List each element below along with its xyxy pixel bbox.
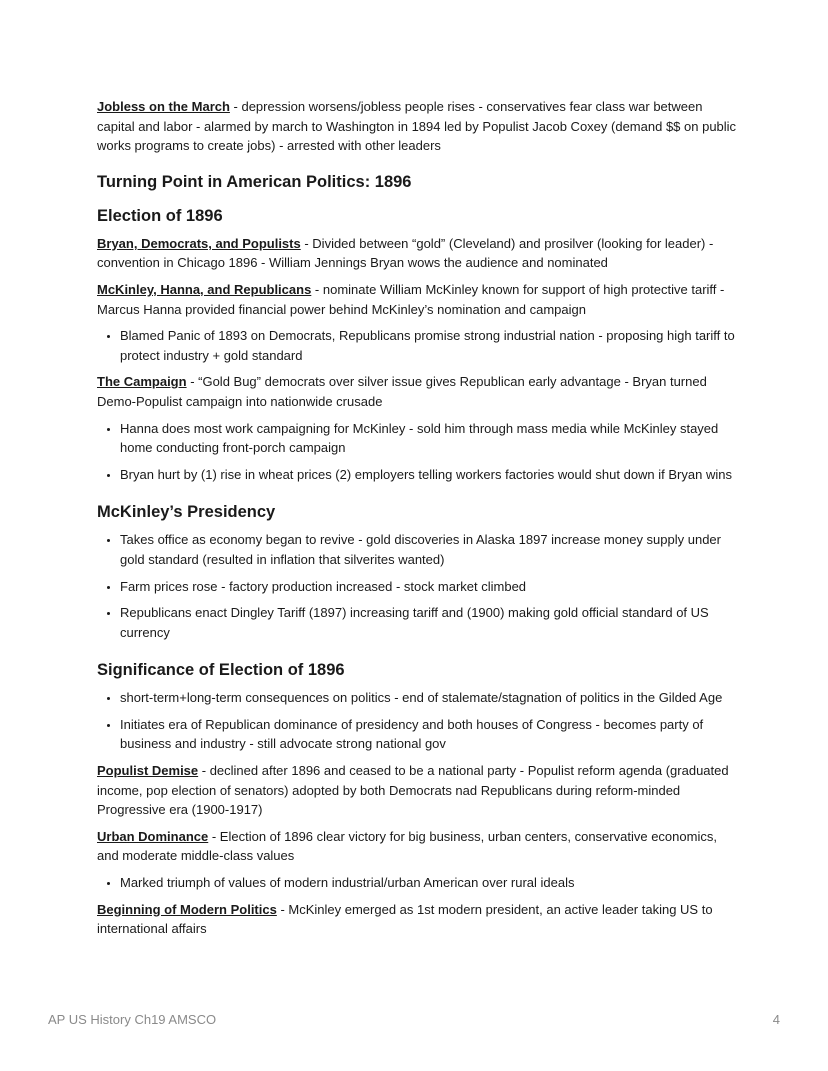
term-modern-politics: Beginning of Modern Politics <box>97 901 277 917</box>
page-number: 4 <box>772 1012 780 1027</box>
presidency-bullets <box>97 530 737 642</box>
list-item: • Initiates era of Republican dominance of presidency and both houses of Congress - becomes party of business and industry - still advocate strong national gov <box>120 715 737 754</box>
campaign-paragraph <box>97 372 737 411</box>
list-item: • Hanna does most work campaigning for McKinley - sold him through mass media while McKinley stayed home conducting front-porch campaign <box>120 419 737 458</box>
mckinley-paragraph <box>97 280 737 319</box>
heading-presidency: McKinley’s Presidency <box>97 503 276 522</box>
list-item: • Blamed Panic of 1893 on Democrats, Republicans promise strong industrial nation - proposing high tariff to protect industry + gold standard <box>120 326 737 365</box>
term-jobless: Jobless on the March <box>97 99 230 114</box>
heading-election-1896: Election of 1896 <box>97 206 223 225</box>
heading-significance: Significance of Election of 1896 <box>97 661 345 680</box>
campaign-text: - “Gold Bug” democrats over silver issue gives Republican early advantage - Bryan turned Demo-Populist campaign into nationwide crusade <box>97 374 707 409</box>
list-item: • Bryan hurt by (1) rise in wheat prices (2) employers telling workers factories would shut down if Bryan wins <box>120 465 737 485</box>
bryan-paragraph <box>97 234 737 273</box>
bryan-text: - Divided between “gold” (Cleveland) and prosilver (looking for leader) - convention in Chicago 1896 - William Jennings Bryan wows the audience and nominated <box>97 235 714 271</box>
list-item: • Marked triumph of values of modern industrial/urban American over rural ideals <box>120 873 737 893</box>
term-populist-demise: Populist Demise <box>97 763 199 779</box>
jobless-text: - depression worsens/jobless people rises - conservatives fear class war between capital and labor - alarmed by march to Washington in 1894 led by Populist Jacob Coxey (demand $$ on public works programs to create jobs) - arrested with other leaders <box>97 99 737 154</box>
term-bryan: Bryan, Democrats, and Populists <box>97 235 301 251</box>
document-body <box>97 97 737 946</box>
heading-turning-point: Turning Point in American Politics: 1896 <box>97 172 412 191</box>
urban-bullets <box>97 873 737 893</box>
jobless-paragraph <box>97 97 737 156</box>
modern-politics-text: - McKinley emerged as 1st modern president, an active leader taking US to international affairs <box>97 901 713 937</box>
populist-demise-text: - declined after 1896 and ceased to be a national party - Populist reform agenda (graduated income, pop election of senators) adopted by both Democrats nad Republicans during reform-minded Progressive era (1900-1917) <box>97 763 729 818</box>
mckinley-text: - nominate William McKinley known for support of high protective tariff - Marcus Hanna provided financial power behind McKinley’s nomination and campaign <box>97 281 725 317</box>
populist-demise-paragraph <box>97 761 737 820</box>
significance-bullets <box>97 688 737 754</box>
term-mckinley: McKinley, Hanna, and Republicans <box>97 281 312 297</box>
urban-paragraph <box>97 827 737 866</box>
footer-title: AP US History Ch19 AMSCO <box>48 1012 217 1027</box>
list-item: • Republicans enact Dingley Tariff (1897) increasing tariff and (1900) making gold official standard of US currency <box>120 603 737 642</box>
modern-politics-paragraph <box>97 900 737 939</box>
term-campaign: The Campaign <box>97 374 187 390</box>
campaign-bullets <box>97 419 737 485</box>
term-urban-dominance: Urban Dominance <box>97 828 209 844</box>
urban-text: - Election of 1896 clear victory for big business, urban centers, conservative economics, and moderate middle-class values <box>97 828 717 864</box>
list-item: • short-term+long-term consequences on politics - end of stalemate/stagnation of politics in the Gilded Age <box>120 688 737 708</box>
mckinley-bullets <box>97 326 737 365</box>
list-item: • Farm prices rose - factory production increased - stock market climbed <box>120 577 737 597</box>
list-item: • Takes office as economy began to revive - gold discoveries in Alaska 1897 increase money supply under gold standard (resulted in inflation that silverites wanted) <box>120 530 737 569</box>
